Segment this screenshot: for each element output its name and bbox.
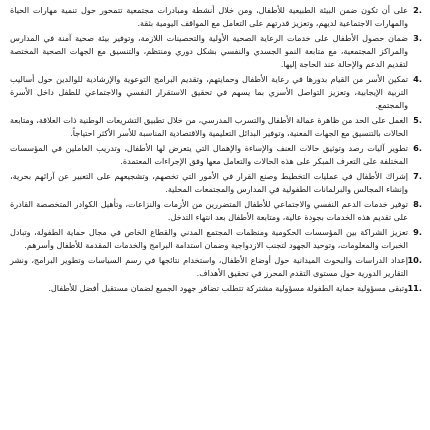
list-item-number: .9 [413,227,422,237]
list-item [10,254,422,280]
list-item-number: .6 [413,143,422,153]
list-item-number: .10 [407,255,422,265]
list-item-number: .5 [413,115,422,125]
list-item-number: .4 [413,74,422,84]
list-item [10,198,422,224]
list-item-text: العمل على الحد من ظاهرة عمالة الأطفال والتسرب المدرسي، من خلال تطبيق التشريعات الوطنية ذات العلاقة، ومتابعة الحالات بالتنسيق مع الجهات المعنية، وتوفير البدائل التعليمية والاقتصادية المناسبة للأسر الأكثر احتياجاً. [10,115,408,138]
list-item [10,142,422,168]
list-item-number: .3 [413,33,422,43]
list-item-text: وتبقى مسؤولية حماية الطفولة مسؤولية مشتركة تتطلب تضافر جهود الجميع لضمان مستقبل أفضل للأطفال. [48,283,408,293]
list-item-text: ضمان حصول الأطفال على خدمات الرعاية الصحية الأولية والتحصينات اللازمة، وتوفير بيئة صحية آمنة في المدارس والمراكز المجتمعية، مع متابعة النمو الجسدي والنفسي بشكل دوري ومنتظم، والتنسيق مع الجهات الصحية المختصة لتقديم الدعم والإحالة عند الحاجة إليها. [10,33,408,69]
numbered-list [10,4,422,295]
list-item [10,282,422,295]
list-item-text: تطوير آليات رصد وتوثيق حالات العنف والإساءة والإهمال التي يتعرض لها الأطفال، وتدريب العاملين في المؤسسات المختلفة على التعرف المبكر على هذه الحالات والتعامل معها وفق الإجراءات المعتمدة. [10,143,408,166]
list-item-text: إعداد الدراسات والبحوث الميدانية حول أوضاع الأطفال، واستخدام نتائجها في رسم السياسات وتطوير البرامج، ونشر التقارير الدورية حول مستوى التقدم المحرز في تحقيق الأهداف. [10,255,408,278]
list-item [10,114,422,140]
list-item-text: توفير خدمات الدعم النفسي والاجتماعي للأطفال المتضررين من الأزمات والنزاعات، وتأهيل الكوادر المتخصصة القادرة على تقديم هذه الخدمات بجودة عالية، ومتابعة الأطفال بعد انتهاء التدخل. [10,199,408,222]
list-item-number: .2 [413,5,422,15]
list-item-number: .7 [413,171,422,181]
list-item-text: تمكين الأسر من القيام بدورها في رعاية الأطفال وحمايتهم، وتقديم البرامج التوعوية والإرشادية للوالدين حول أساليب التربية الإيجابية، وتعزيز التواصل الأسري بما يسهم في تحقيق الاستقرار النفسي والاجتماعي للطفل داخل الأسرة والمجتمع. [10,74,408,110]
list-item [10,32,422,71]
list-item-text: على أن تكون ضمن البيئة الطبيعية للأطفال، ومن خلال أنشطة ومبادرات مجتمعية تتمحور حول تنمية مهارات الحياة والمهارات الاجتماعية لديهم، وتعزيز قدرتهم على التعامل مع المواقف اليومية بثقة. [10,5,408,28]
list-item [10,226,422,252]
list-item-text: تعزيز الشراكة بين المؤسسات الحكومية ومنظمات المجتمع المدني والقطاع الخاص في مجال حماية الطفولة، وتبادل الخبرات والمعلومات، وتوحيد الجهود لتجنب الازدواجية وضمان استدامة البرامج والخدمات المقدمة للأطفال وأسرهم. [10,227,408,250]
list-item [10,4,422,30]
list-item-number: .11 [407,283,422,293]
list-item-number: .8 [413,199,422,209]
list-item-text: إشراك الأطفال في عمليات التخطيط وصنع القرار في الأمور التي تخصهم، وتشجيعهم على التعبير عن آرائهم بحرية، وإنشاء المجالس والبرلمانات الطفولية في المدارس والمجتمعات المحلية. [10,171,408,194]
list-item [10,73,422,112]
list-item [10,170,422,196]
